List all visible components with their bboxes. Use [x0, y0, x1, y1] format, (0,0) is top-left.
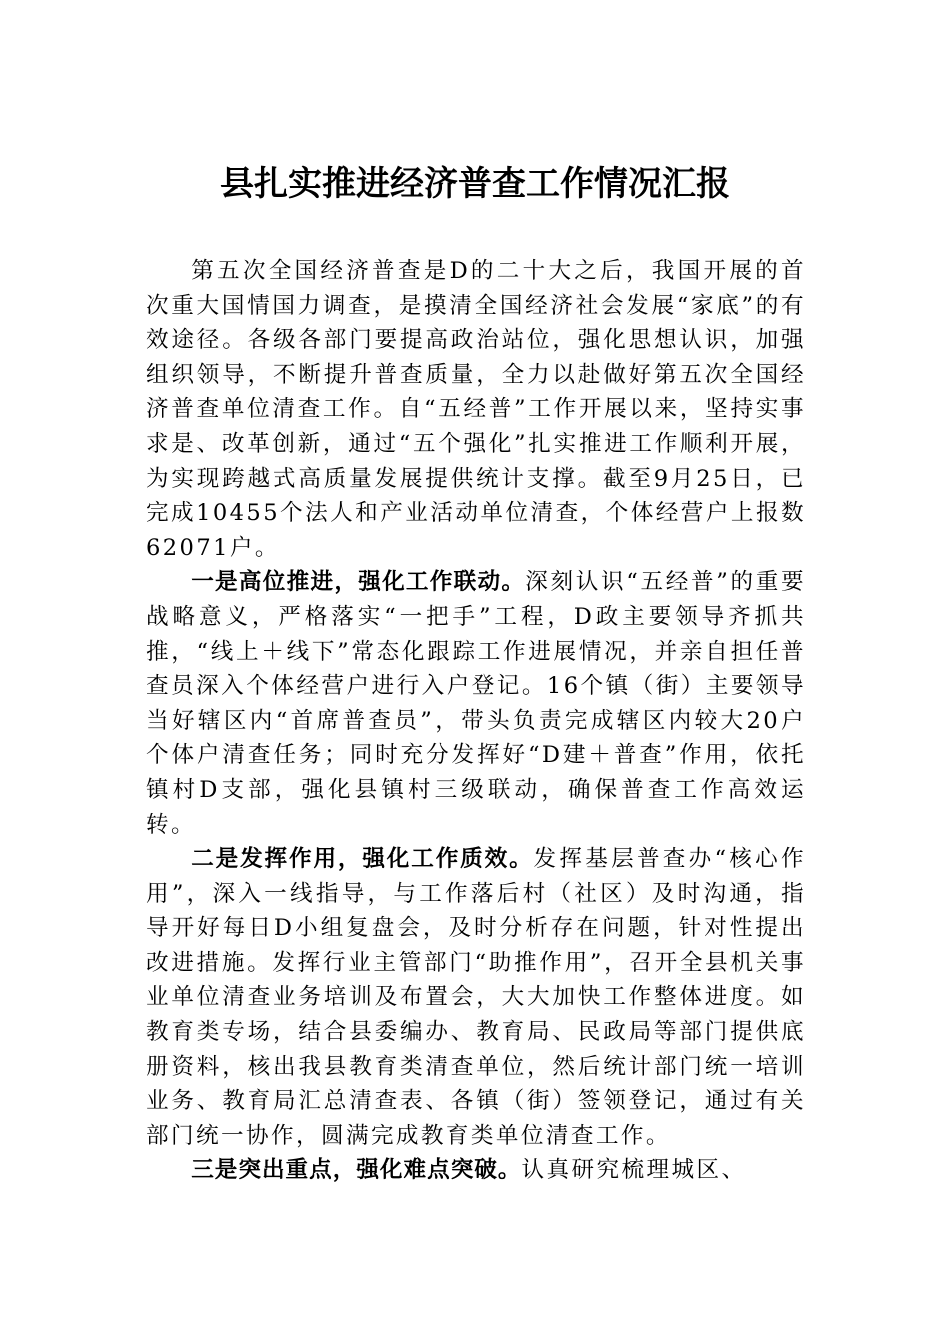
paragraph-text: 认真研究梳理城区、 [521, 1157, 747, 1184]
paragraph-lead: 一是高位推进，强化工作联动。 [191, 569, 526, 596]
paragraph-lead: 三是突出重点，强化难点突破。 [191, 1157, 522, 1184]
paragraph-text: 第五次全国经济普查是D的二十大之后，我国开展的首次重大国情国力调查，是摸清全国经济社会发展“家底”的有效途径。各级各部门要提高政治站位，强化思想认识，加强组织领导，不断提升普查质量，全力以赴做好第五次全国经济普查单位清查工作。自“五经普”工作开展以来，坚持实事求是、改革创新，通过“五个强化”扎实推进工作顺利开展，为实现跨越式高质量发展提供统计支撑。截至9月25日，已完成10455个法人和产业活动单位清查，个体经营户上报数62071户。 [146, 258, 806, 561]
paragraph-text: 发挥基层普查办“核心作用”，深入一线指导，与工作落后村（社区）及时沟通，指导开好每日D小组复盘会，及时分析存在问题，针对性提出改进措施。发挥行业主管部门“助推作用”，召开全县机关事业单位清查业务培训及布置会，大大加快工作整体进度。如教育类专场，结合县委编办、教育局、民政局等部门提供底册资料，核出我县教育类清查单位，然后统计部门统一培训业务、教育局汇总清查表、各镇（街）签领登记，通过有关部门统一协作，圆满完成教育类单位清查工作。 [146, 846, 807, 1149]
page-title: 县扎实推进经济普查工作情况汇报 [220, 164, 730, 204]
paragraph-lead: 二是发挥作用，强化工作质效。 [191, 846, 534, 873]
document-body [146, 254, 806, 1188]
paragraph-section-2 [146, 842, 806, 1153]
paragraph-section-1 [146, 565, 806, 842]
paragraph-section-3 [146, 1153, 806, 1188]
paragraph-text: 深刻认识“五经普”的重要战略意义，严格落实“一把手”工程，D政主要领导齐抓共推，“线上＋线下”常态化跟踪工作进展情况，并亲自担任普查员深入个体经营户进行入户登记。16个镇（街）主要领导当好辖区内“首席普查员”，带头负责完成辖区内较大20户个体户清查任务；同时充分发挥好“D建＋普查”作用，依托镇村D支部，强化县镇村三级联动，确保普查工作高效运转。 [146, 569, 807, 838]
paragraph-intro [146, 254, 806, 565]
